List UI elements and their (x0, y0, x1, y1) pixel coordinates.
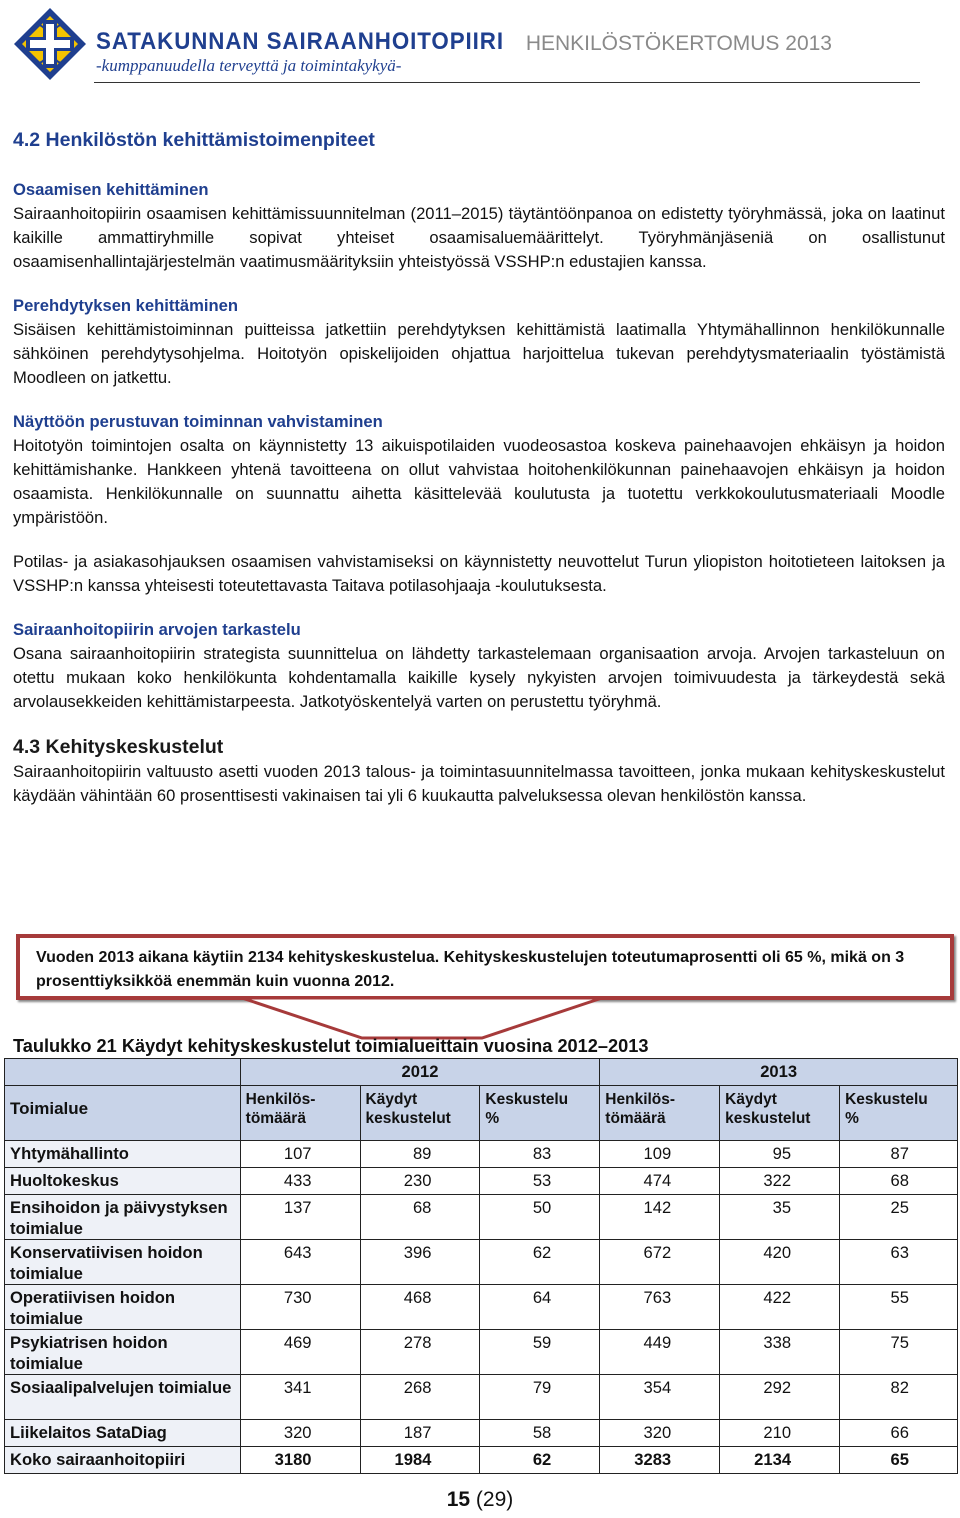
table-row (5, 1141, 958, 1168)
row-toimialue: Sosiaalipalvelujen toimialue (5, 1375, 241, 1420)
total-h2012: 3180 (240, 1447, 360, 1474)
cell-h2013: 449 (600, 1330, 720, 1375)
kehityskeskustelut-table (4, 1058, 958, 1474)
row-toimialue: Operatiivisen hoidon toimialue (5, 1285, 241, 1330)
total-toimialue: Koko sairaanhoitopiiri (5, 1447, 241, 1474)
cell-p2013: 82 (840, 1375, 958, 1420)
cell-h2012: 341 (240, 1375, 360, 1420)
cell-p2013: 75 (840, 1330, 958, 1375)
cell-k2013: 210 (720, 1420, 840, 1447)
paragraph-kehityskeskustelut: Sairaanhoitopiirin valtuusto asetti vuoden 2013 talous- ja toimintasuunnitelmassa tavoitteen, jonka mukaan kehityskeskustelut käydään vähintään 60 prosenttisesti vakinaisen tai yli 6 kuukautta palveluksessa olevan henkilöstön kanssa. (13, 762, 945, 805)
total-p2012: 62 (480, 1447, 600, 1474)
cell-p2012: 64 (480, 1285, 600, 1330)
table-row (5, 1420, 958, 1447)
cell-k2013: 338 (720, 1330, 840, 1375)
col-kaydyt-2012: Käydyt keskustelut (360, 1086, 480, 1141)
table-row (5, 1195, 958, 1240)
cell-k2013: 420 (720, 1240, 840, 1285)
total-k2012: 1984 (360, 1447, 480, 1474)
cell-h2013: 672 (600, 1240, 720, 1285)
table-row (5, 1168, 958, 1195)
cell-h2012: 137 (240, 1195, 360, 1240)
row-toimialue: Konservatiivisen hoidon toimialue (5, 1240, 241, 1285)
table-total-row (5, 1447, 958, 1474)
subheading-nayttoon: Näyttöön perustuvan toiminnan vahvistaminen (13, 412, 383, 431)
cell-k2012: 89 (360, 1141, 480, 1168)
paragraph-perehdytys: Sisäisen kehittämistoiminnan puitteissa jatkettiin perehdytyksen kehittämistä laatimalla Yhtymähallinnon henkilökunnalle sähköinen perehdytysohjelma. Hoitotyön opiskelijoiden ohjattua harjoittelua tukevan perehdytysmateriaalin työstämistä Moodleen on jatkettu. (13, 320, 945, 387)
year-2013-header: 2013 (600, 1059, 958, 1086)
total-k2013: 2134 (720, 1447, 840, 1474)
page-header (0, 0, 960, 84)
main-content (13, 126, 945, 808)
cell-h2013: 474 (600, 1168, 720, 1195)
paragraph-arvot: Osana sairaanhoitopiirin strategista suunnittelua on lähdetty tarkastelemaan organisaation arvoja. Arvojen tarkasteluun on otettu mukaan koko henkilökunta kohdentamalla kaikille kysely nykyisten arvojen toimivuudesta ja tärkeydestä sekä arvolausekkeiden kehittämistarpeesta. Jatkotyöskentelyä varten on perustettu työryhmä. (13, 644, 945, 711)
cell-h2012: 107 (240, 1141, 360, 1168)
cell-p2013: 63 (840, 1240, 958, 1285)
subheading-arvot: Sairaanhoitopiirin arvojen tarkastelu (13, 620, 301, 639)
cell-p2012: 58 (480, 1420, 600, 1447)
row-toimialue: Yhtymähallinto (5, 1141, 241, 1168)
table-year-row (5, 1059, 958, 1086)
cell-k2013: 95 (720, 1141, 840, 1168)
row-toimialue: Ensihoidon ja päivystyksen toimialue (5, 1195, 241, 1240)
col-toimialue: Toimialue (5, 1086, 241, 1141)
cell-k2012: 68 (360, 1195, 480, 1240)
total-p2013: 65 (840, 1447, 958, 1474)
table-row (5, 1285, 958, 1330)
paragraph-nayttoon: Hoitotyön toimintojen osalta on käynnistetty 13 aikuispotilaiden vuodeosastoa koskeva painehaavojen ehkäisyn ja hoidon kehittämishanke. Hankkeen yhtenä tavoitteena on ollut vahvistaa hoitohenkilökunnan painehaavojen ehkäisyn ja hoidon osaamista. Henkilökunnalle on suunnattu aihetta käsittelevää koulutusta ja tuotettu verkkokoulutusmateriaali Moodle ympäristöön. (13, 436, 945, 527)
cell-k2012: 278 (360, 1330, 480, 1375)
table-row (5, 1375, 958, 1420)
total-h2013: 3283 (600, 1447, 720, 1474)
table-row (5, 1330, 958, 1375)
row-toimialue: Huoltokeskus (5, 1168, 241, 1195)
report-title: HENKILÖSTÖKERTOMUS 2013 (525, 32, 832, 55)
cell-k2013: 292 (720, 1375, 840, 1420)
table-header-row (5, 1086, 958, 1141)
cell-p2013: 87 (840, 1141, 958, 1168)
table-title: Taulukko 21 Käydyt kehityskeskustelut toimialueittain vuosina 2012–2013 (13, 1036, 649, 1056)
organization-name: SATAKUNNAN SAIRAANHOITOPIIRI (96, 28, 504, 55)
section-heading-4-3: 4.3 Kehityskeskustelut (13, 736, 224, 758)
callout-text: Vuoden 2013 aikana käytiin 2134 kehityskeskustelua. Kehityskeskustelujen toteutumaprosentti oli 65 %, mikä on 3 prosenttiyksikköä enemmän kuin vuonna 2012. (36, 949, 905, 990)
organization-slogan: -kumppanuudella terveyttä ja toimintakykyä- (96, 56, 402, 75)
page-number: 15 (446, 1488, 471, 1511)
page-footer (0, 1488, 960, 1512)
cell-k2012: 187 (360, 1420, 480, 1447)
cell-h2012: 469 (240, 1330, 360, 1375)
paragraph-osaaminen: Sairaanhoitopiirin osaamisen kehittämissuunnitelman (2011–2015) täytäntöönpanoa on edistetty työryhmässä, joka on laatinut kaikille ammattiryhmille sopivat yhteiset osaamisaluemäärittelyt. Työryhmänjäseniä on osallistunut osaamisenhallintajärjestelmän vaatimusmäärityksiin yhteistyössä VSSHP:n edustajien kanssa. (13, 204, 945, 271)
row-toimialue: Psykiatrisen hoidon toimialue (5, 1330, 241, 1375)
cell-k2013: 35 (720, 1195, 840, 1240)
cell-h2013: 763 (600, 1285, 720, 1330)
cell-k2012: 396 (360, 1240, 480, 1285)
page-total: (29) (475, 1488, 514, 1511)
col-henkilostomaara-2012: Henkilös- tömäärä (240, 1086, 360, 1141)
subheading-perehdytys: Perehdytyksen kehittäminen (13, 296, 239, 315)
highlight-callout (16, 934, 954, 1044)
cell-h2012: 320 (240, 1420, 360, 1447)
cell-h2013: 142 (600, 1195, 720, 1240)
row-toimialue: Liikelaitos SataDiag (5, 1420, 241, 1447)
subheading-osaaminen: Osaamisen kehittäminen (13, 180, 209, 199)
col-pct-2013: Keskustelu % (840, 1086, 958, 1141)
cell-p2013: 25 (840, 1195, 958, 1240)
cell-p2012: 53 (480, 1168, 600, 1195)
col-pct-2012: Keskustelu % (480, 1086, 600, 1141)
cell-h2013: 320 (600, 1420, 720, 1447)
col-henkilostomaara-2013: Henkilös- tömäärä (600, 1086, 720, 1141)
year-empty-cell (5, 1059, 241, 1086)
cell-h2012: 730 (240, 1285, 360, 1330)
section-heading-4-2: 4.2 Henkilöstön kehittämistoimenpiteet (13, 129, 375, 151)
cell-p2013: 55 (840, 1285, 958, 1330)
cell-p2012: 83 (480, 1141, 600, 1168)
col-kaydyt-2013: Käydyt keskustelut (720, 1086, 840, 1141)
cell-p2013: 66 (840, 1420, 958, 1447)
header-divider (94, 82, 920, 83)
cell-k2012: 468 (360, 1285, 480, 1330)
cell-h2012: 643 (240, 1240, 360, 1285)
cell-p2012: 59 (480, 1330, 600, 1375)
paragraph-potilasohjaus: Potilas- ja asiakasohjauksen osaamisen vahvistamiseksi on käynnistetty neuvottelut Turun yliopiston hoitotieteen laitoksen ja VSSHP:n kanssa yhteisesti toteutettavasta Taitava potilasohjaaja -koulutuksesta. (13, 552, 945, 595)
cell-h2013: 109 (600, 1141, 720, 1168)
cell-k2012: 268 (360, 1375, 480, 1420)
callout-box (16, 934, 954, 1000)
cell-k2013: 322 (720, 1168, 840, 1195)
cell-h2013: 354 (600, 1375, 720, 1420)
cell-h2012: 433 (240, 1168, 360, 1195)
cell-p2012: 62 (480, 1240, 600, 1285)
year-2012-header: 2012 (240, 1059, 600, 1086)
cell-p2012: 79 (480, 1375, 600, 1420)
table-row (5, 1240, 958, 1285)
cell-p2013: 68 (840, 1168, 958, 1195)
cell-k2013: 422 (720, 1285, 840, 1330)
cell-k2012: 230 (360, 1168, 480, 1195)
cell-p2012: 50 (480, 1195, 600, 1240)
cross-logo-icon (12, 6, 88, 82)
